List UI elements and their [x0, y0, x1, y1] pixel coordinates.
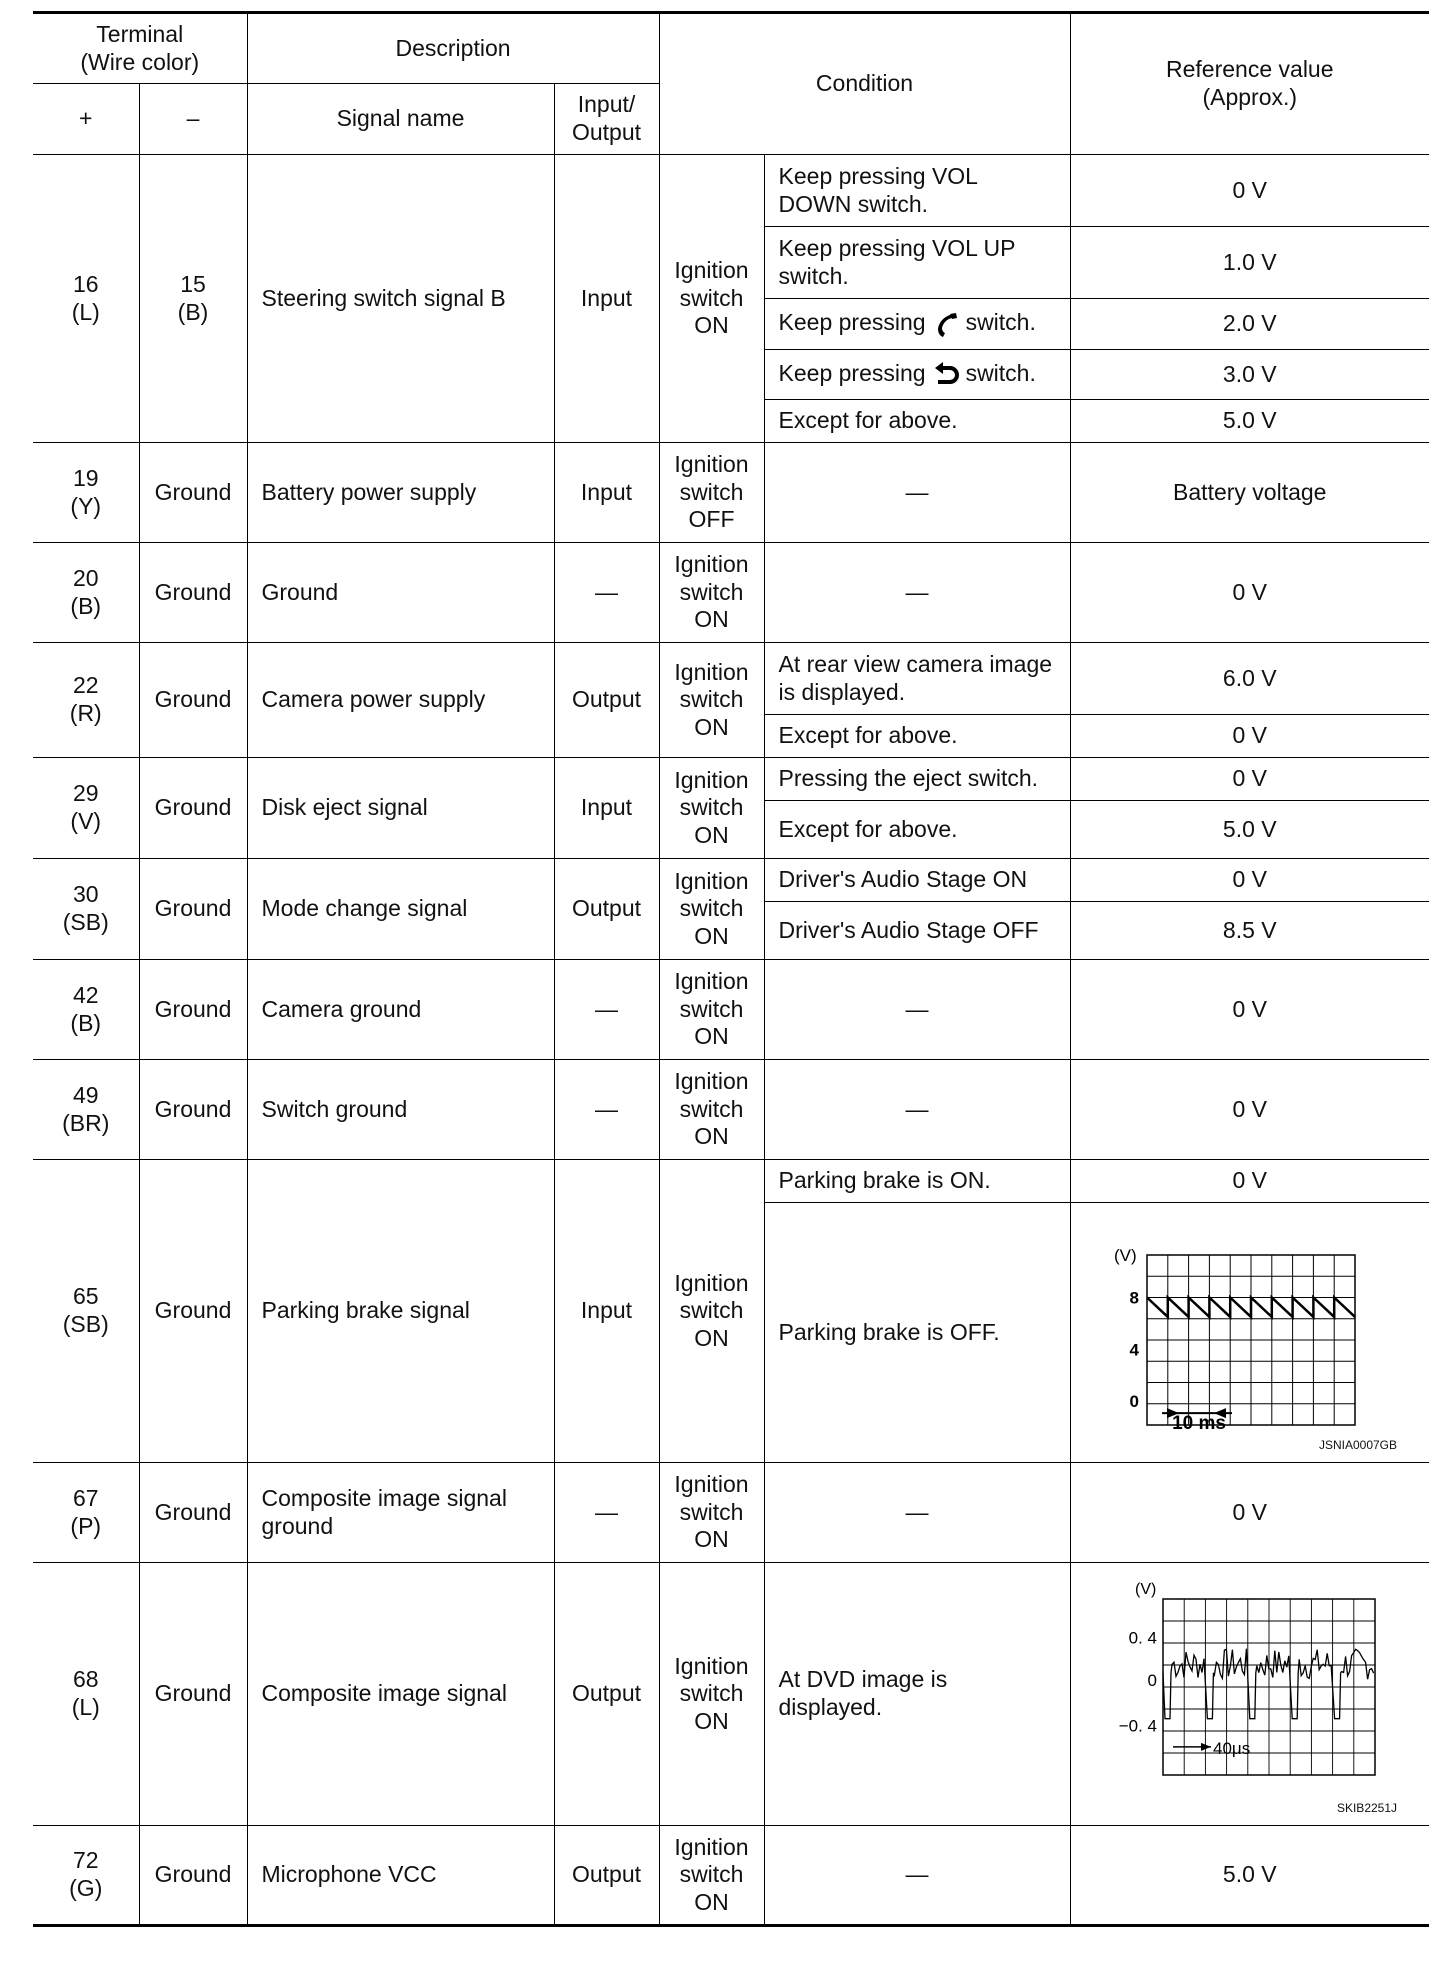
- ignition-condition: Ignition switch ON: [659, 1463, 764, 1563]
- input-output: Output: [554, 1826, 659, 1926]
- ignition-condition: Ignition switch OFF: [659, 443, 764, 543]
- condition-text: Keep pressing: [778, 359, 926, 386]
- condition-text: switch.: [965, 309, 1036, 336]
- condition-detail: —: [764, 1463, 1070, 1563]
- table-row: [33, 758, 1429, 801]
- reference-value: 3.0 V: [1070, 350, 1429, 400]
- terminal-plus: 65 (SB): [33, 1160, 139, 1463]
- input-output: —: [554, 1060, 659, 1160]
- input-output: Output: [554, 859, 659, 960]
- terminal-minus: Ground: [139, 543, 247, 643]
- signal-name: Switch ground: [247, 1060, 554, 1160]
- condition-detail: Parking brake is OFF.: [764, 1203, 1070, 1463]
- condition-detail: Driver's Audio Stage ON: [764, 859, 1070, 902]
- figure-caption: SKIB2251J: [1336, 1800, 1398, 1815]
- terminal-minus: Ground: [139, 1160, 247, 1463]
- reference-value: 0 V: [1070, 543, 1429, 643]
- reference-value: 0 V: [1070, 715, 1429, 758]
- reference-value: 5.0 V: [1070, 1826, 1429, 1926]
- table-body: [33, 155, 1429, 1926]
- input-output: —: [554, 543, 659, 643]
- reference-value: 0 V: [1070, 1060, 1429, 1160]
- ignition-condition: Ignition switch ON: [659, 1160, 764, 1463]
- phone-icon: [932, 310, 960, 339]
- reference-value: 2.0 V: [1070, 299, 1429, 350]
- table-row: [33, 1060, 1429, 1160]
- condition-detail: Parking brake is ON.: [764, 1160, 1070, 1203]
- reference-value-header: Reference value (Approx.): [1070, 13, 1429, 155]
- condition-text: Keep pressing: [778, 309, 926, 336]
- y-tick-label: 4: [1129, 1340, 1139, 1360]
- ignition-condition: Ignition switch ON: [659, 859, 764, 960]
- input-output-header: Input/ Output: [554, 84, 659, 155]
- figure-caption: JSNIA0007GB: [1318, 1437, 1398, 1452]
- reference-value: 0 V: [1070, 1463, 1429, 1563]
- terminal-minus: Ground: [139, 443, 247, 543]
- table-row: [33, 443, 1429, 543]
- terminal-plus: 72 (G): [33, 1826, 139, 1926]
- signal-name: Disk eject signal: [247, 758, 554, 859]
- terminal-minus: Ground: [139, 1826, 247, 1926]
- condition-detail: Pressing the eject switch.: [764, 758, 1070, 801]
- condition-header: Condition: [659, 13, 1070, 155]
- condition-detail: [764, 350, 1070, 400]
- terminal-minus: Ground: [139, 859, 247, 960]
- terminal-minus: Ground: [139, 1463, 247, 1563]
- reference-value: 5.0 V: [1070, 801, 1429, 859]
- condition-detail: —: [764, 443, 1070, 543]
- signal-name: Parking brake signal: [247, 1160, 554, 1463]
- reference-value: 1.0 V: [1070, 227, 1429, 299]
- condition-detail: [764, 299, 1070, 350]
- y-tick-label: 0. 4: [1128, 1628, 1157, 1648]
- condition-detail: Except for above.: [764, 715, 1070, 758]
- time-scale-label: 40μs: [1212, 1738, 1250, 1758]
- table-row: [33, 643, 1429, 715]
- input-output: —: [554, 1463, 659, 1563]
- y-tick-label: −0. 4: [1118, 1716, 1157, 1736]
- table-row: [33, 859, 1429, 902]
- back-arrow-icon: [932, 360, 960, 389]
- condition-detail: —: [764, 1060, 1070, 1160]
- signal-name: Battery power supply: [247, 443, 554, 543]
- terminal-minus: Ground: [139, 758, 247, 859]
- signal-name: Steering switch signal B: [247, 155, 554, 443]
- condition-text: switch.: [965, 359, 1036, 386]
- table-row: [33, 1463, 1429, 1563]
- input-output: Input: [554, 1160, 659, 1463]
- table-row: [33, 543, 1429, 643]
- condition-detail: Except for above.: [764, 801, 1070, 859]
- reference-value: 0 V: [1070, 859, 1429, 902]
- terminal-plus: 67 (P): [33, 1463, 139, 1563]
- input-output: Input: [554, 155, 659, 443]
- description-header: Description: [247, 13, 659, 84]
- signal-name: Composite image signal: [247, 1563, 554, 1826]
- reference-value: 6.0 V: [1070, 643, 1429, 715]
- signal-name: Camera power supply: [247, 643, 554, 758]
- terminal-minus: Ground: [139, 643, 247, 758]
- signal-name-header: Signal name: [247, 84, 554, 155]
- terminal-plus: 20 (B): [33, 543, 139, 643]
- reference-value: 0 V: [1070, 758, 1429, 801]
- terminal-header: Terminal (Wire color): [33, 13, 247, 84]
- terminal-plus: 49 (BR): [33, 1060, 139, 1160]
- terminal-minus: Ground: [139, 1060, 247, 1160]
- signal-name: Mode change signal: [247, 859, 554, 960]
- input-output: Input: [554, 758, 659, 859]
- y-tick-label: 0: [1147, 1670, 1157, 1690]
- ignition-condition: Ignition switch ON: [659, 643, 764, 758]
- condition-detail: —: [764, 1826, 1070, 1926]
- ignition-condition: Ignition switch ON: [659, 1563, 764, 1826]
- terminal-plus: 16 (L): [33, 155, 139, 443]
- condition-detail: —: [764, 543, 1070, 643]
- table-row: [33, 1826, 1429, 1926]
- plus-header: +: [33, 84, 139, 155]
- table-row: [33, 960, 1429, 1060]
- table-row: [33, 155, 1429, 227]
- reference-value: [1070, 1563, 1429, 1826]
- terminal-plus: 42 (B): [33, 960, 139, 1060]
- ignition-condition: Ignition switch ON: [659, 1826, 764, 1926]
- terminal-minus: Ground: [139, 960, 247, 1060]
- input-output: Output: [554, 643, 659, 758]
- composite-video-waveform: [1071, 1563, 1430, 1825]
- terminal-plus: 30 (SB): [33, 859, 139, 960]
- input-output: Input: [554, 443, 659, 543]
- table-row: [33, 1160, 1429, 1203]
- terminal-plus: 68 (L): [33, 1563, 139, 1826]
- ignition-condition: Ignition switch ON: [659, 543, 764, 643]
- sawtooth-waveform: [1071, 1203, 1430, 1462]
- reference-value: [1070, 1203, 1429, 1463]
- input-output: —: [554, 960, 659, 1060]
- terminal-minus: Ground: [139, 1563, 247, 1826]
- condition-detail: —: [764, 960, 1070, 1060]
- y-unit-label: (V): [1113, 1246, 1137, 1265]
- terminal-reference-table: [33, 11, 1429, 1927]
- terminal-plus: 19 (Y): [33, 443, 139, 543]
- reference-value: 8.5 V: [1070, 902, 1429, 960]
- condition-detail: At DVD image is displayed.: [764, 1563, 1070, 1826]
- signal-name: Composite image signal ground: [247, 1463, 554, 1563]
- condition-detail: Keep pressing VOL UP switch.: [764, 227, 1070, 299]
- condition-detail: Driver's Audio Stage OFF: [764, 902, 1070, 960]
- reference-value: 0 V: [1070, 155, 1429, 227]
- condition-detail: Except for above.: [764, 400, 1070, 443]
- reference-value: 0 V: [1070, 960, 1429, 1060]
- y-tick-label: 8: [1129, 1288, 1139, 1308]
- terminal-plus: 22 (R): [33, 643, 139, 758]
- signal-name: Microphone VCC: [247, 1826, 554, 1926]
- ignition-condition: Ignition switch ON: [659, 1060, 764, 1160]
- signal-name: Ground: [247, 543, 554, 643]
- reference-value: 0 V: [1070, 1160, 1429, 1203]
- terminal-plus: 29 (V): [33, 758, 139, 859]
- condition-detail: At rear view camera image is displayed.: [764, 643, 1070, 715]
- terminal-minus: 15 (B): [139, 155, 247, 443]
- reference-value: 5.0 V: [1070, 400, 1429, 443]
- ignition-condition: Ignition switch ON: [659, 758, 764, 859]
- ignition-condition: Ignition switch ON: [659, 960, 764, 1060]
- condition-detail: Keep pressing VOL DOWN switch.: [764, 155, 1070, 227]
- y-tick-label: 0: [1129, 1392, 1139, 1412]
- ignition-condition: Ignition switch ON: [659, 155, 764, 443]
- y-unit-label: (V): [1134, 1581, 1156, 1598]
- minus-header: –: [139, 84, 247, 155]
- reference-value: Battery voltage: [1070, 443, 1429, 543]
- signal-name: Camera ground: [247, 960, 554, 1060]
- time-scale-label: 10 ms: [1171, 1413, 1226, 1434]
- table-row: [33, 1563, 1429, 1826]
- input-output: Output: [554, 1563, 659, 1826]
